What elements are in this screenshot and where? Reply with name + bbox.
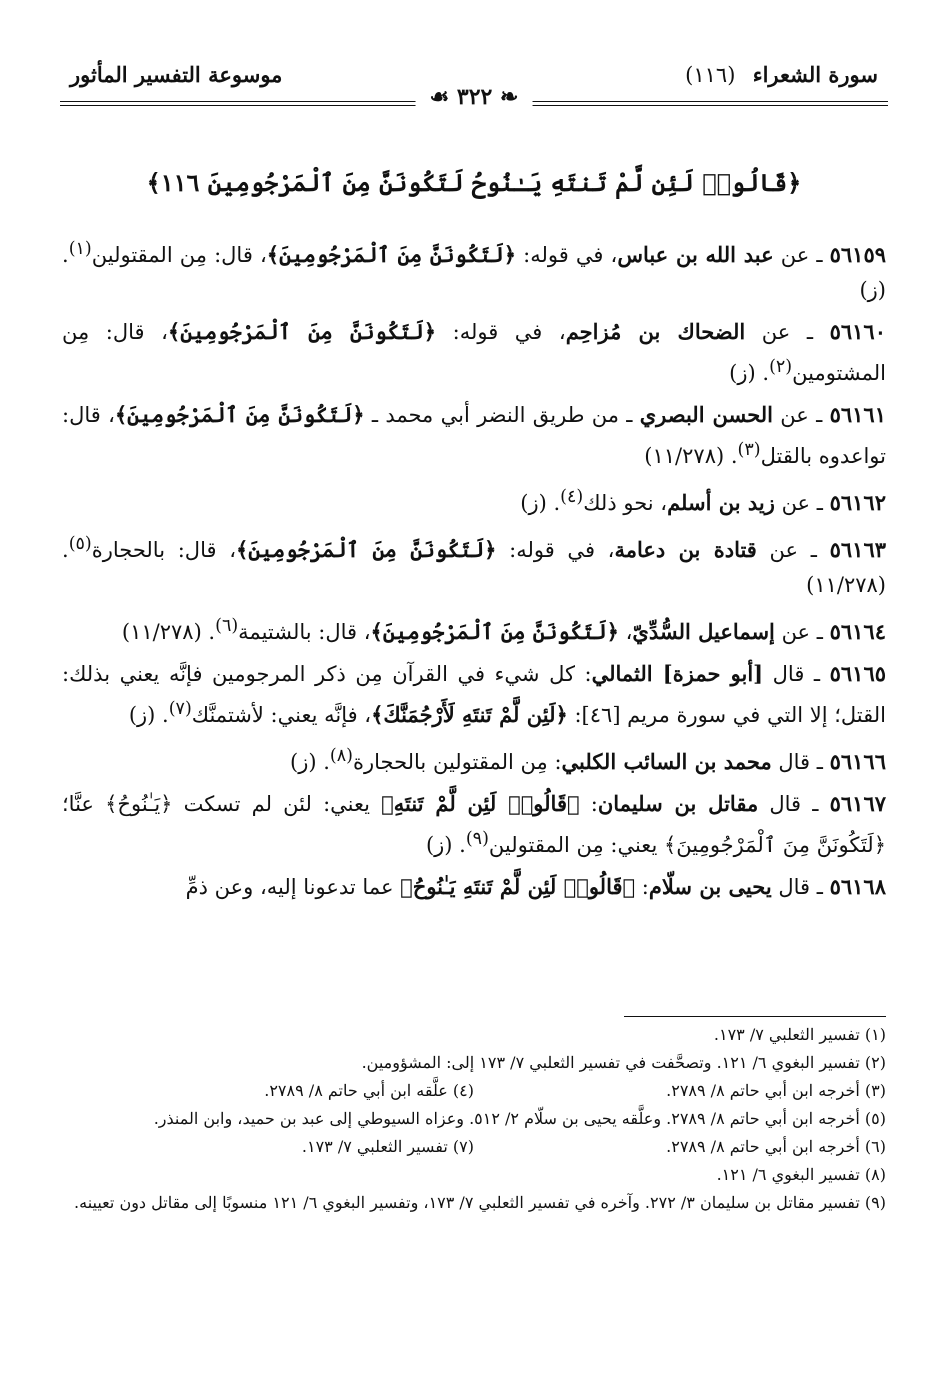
entry-56162: [62, 480, 886, 521]
footnote-ref: (١): [68, 239, 92, 259]
entry-56160: [62, 314, 886, 391]
footnote-2: (٢) تفسير البغوي ٦/ ١٢١. وتصحَّفت في تفسير الثعلبي ٧/ ١٧٣ إلى: المشؤومين.: [361, 1053, 886, 1072]
entry-narrator: محمد بن السائب الكلبي: [561, 749, 772, 774]
entry-prefix: ـ قال: [758, 792, 830, 816]
entry-56159: [62, 232, 886, 308]
entry-quran-quote: ﴿لَتَكُونَنَّ مِنَ ٱلْمَرْجُومِينَ﴾: [370, 619, 619, 644]
entry-narrator: [أبو حمزة] الثمالي: [591, 661, 764, 686]
entry-number: ٥٦١٦٣: [829, 537, 887, 562]
entry-text: : كل شيء في القرآن مِن ذكر المرجومين فإنَّه يعني بذلك: القتل؛ إلا التي في سورة مريم [٤٦]:: [62, 662, 886, 727]
footnote-ref: (٩): [465, 829, 489, 849]
entry-56161: [62, 397, 886, 474]
entry-number: ٥٦١٦٥: [829, 661, 887, 686]
footnote-ref: (٧): [168, 699, 192, 719]
entry-quran-quote: ﴿لَتَكُونَنَّ مِنَ ٱلْمَرْجُومِينَ﴾: [167, 319, 437, 344]
entry-56166: [62, 739, 886, 780]
entry-rest: ، قال: مِن المقتولين: [91, 243, 267, 267]
entry-rest: عما تدعونا إليه، وعن ذمِّ: [185, 875, 401, 899]
entry-rest: ، فإنَّه يعني: لأشتمنَّك: [191, 703, 372, 727]
entry-narrator: الحسن البصري: [639, 402, 773, 427]
header-book-title: موسوعة التفسير المأثور: [70, 62, 283, 87]
footnote-ref: (٣): [737, 440, 761, 460]
entry-quran-quote: ﴿لَتَكُونَنَّ مِنَ ٱلْمَرْجُومِينَ﴾: [114, 402, 365, 427]
entry-prefix: ـ قال: [763, 662, 830, 686]
entry-56165: [62, 656, 886, 733]
header-surah-name: سورة الشعراء: [752, 62, 878, 87]
header-ayah-number: (١١٦): [685, 63, 736, 87]
footnote-4: (٤) علَّقه ابن أبي حاتم ٨/ ٢٧٨٩.: [264, 1081, 474, 1100]
entry-text: ـ من طريق النضر أبي محمد ـ: [364, 403, 640, 427]
entry-number: ٥٦١٦٦: [829, 749, 886, 774]
entry-rest: ، قال: بالشتيمة: [238, 620, 371, 644]
footnote-3: (٣) أخرجه ابن أبي حاتم ٨/ ٢٧٨٩.: [666, 1081, 886, 1100]
entry-text: : مِن المقتولين بالحجارة: [352, 750, 562, 774]
entry-tail: . (ز): [128, 703, 169, 727]
header-surah: [685, 62, 878, 87]
entry-quran-quote: ﴿لَتَكُونَنَّ مِنَ ٱلْمَرْجُومِينَ﴾: [235, 537, 497, 562]
entry-56167: [62, 786, 886, 863]
entry-narrator: الضحاك بن مُزاحِم: [565, 319, 746, 344]
entry-tail: . (١١/٢٧٨): [644, 444, 738, 468]
entry-number: ٥٦١٦٤: [829, 619, 886, 644]
entry-quran-quote: ﴿قَالُوا۟ لَئِن لَّمْ تَنتَهِ يَـٰنُوحُ﴾: [400, 874, 636, 899]
entry-tail: . (ز): [62, 243, 886, 302]
footnote-7: (٧) تفسير الثعلبي ٧/ ١٧٣.: [301, 1137, 474, 1156]
entry-prefix: ـ عن: [774, 620, 830, 644]
entry-56163: [62, 527, 886, 603]
entry-number: ٥٦١٦١: [829, 402, 886, 427]
page-number-ornament-left: ☙: [429, 84, 457, 110]
entry-prefix: ـ عن: [774, 491, 830, 515]
entry-number: ٥٦١٦٧: [829, 791, 887, 816]
page-number-ornament-right: ❧: [492, 84, 519, 110]
footnote-row-3-4: [62, 1078, 886, 1103]
entry-narrator: زيد بن أسلم: [667, 490, 775, 515]
entry-prefix: ـ قال: [771, 750, 830, 774]
footnote-5: (٥) أخرجه ابن أبي حاتم ٨/ ٢٧٨٩. وعلَّقه يحيى بن سلّام ٢/ ٥١٢. وعزاه السيوطي إلى عبد بن حميد، وابن المنذر.: [153, 1109, 886, 1128]
footnote-ref: (٨): [329, 746, 353, 766]
entry-text: ، في قوله:: [496, 538, 615, 562]
entry-rest: ، قال: بالحجارة: [91, 538, 236, 562]
entry-tail: . (١١/٢٧٨): [121, 620, 216, 644]
entry-text: ، في قوله:: [436, 320, 566, 344]
page-number: [416, 84, 533, 110]
footnote-row-6-7: [62, 1134, 886, 1159]
entry-prefix: ـ عن: [773, 403, 830, 427]
footnote-9: (٩) تفسير مقاتل بن سليمان ٣/ ٢٧٢. وآخره في تفسير الثعلبي ٧/ ١٧٣، وتفسير البغوي ٦/ ١٢١ منسوبًا إلى مقاتل دون تعيينه.: [74, 1193, 886, 1212]
entry-narrator: مقاتل بن سليمان: [597, 791, 759, 816]
page-number-value: ٣٢٢: [456, 84, 493, 110]
entry-narrator: قتادة بن دعامة: [614, 537, 757, 562]
footnote-ref: (٢): [769, 357, 793, 377]
entry-number: ٥٦١٦٠: [829, 319, 886, 344]
entry-tail: . (ز): [425, 833, 466, 857]
entry-tail: . (ز): [290, 750, 330, 774]
entry-56164: [62, 609, 886, 650]
entry-rest: يعني: لئن لم تسكت ﴿يَـٰنُوحُ﴾ عنَّا؛ ﴿لَتَكُونَنَّ مِنَ ٱلْمَرْجُومِينَ﴾ يعني: مِن المقتولين: [62, 792, 886, 857]
entry-narrator: عبد الله بن عباس: [617, 242, 774, 267]
entry-prefix: ـ قال: [771, 875, 830, 899]
entry-56168: [62, 869, 886, 905]
entry-quran-quote: ﴿لَتَكُونَنَّ مِنَ ٱلْمَرْجُومِينَ﴾: [266, 242, 517, 267]
footnote-ref: (٥): [68, 534, 92, 554]
entry-rest: ، قال: تواعدوه بالقتل: [62, 403, 886, 468]
footnote-8: (٨) تفسير البغوي ٦/ ١٢١.: [716, 1165, 886, 1184]
entry-quran-quote: ﴿قَالُوا۟ لَئِن لَّمْ تَنتَهِ﴾: [381, 791, 580, 816]
entry-quran-quote: ﴿لَئِن لَّمْ تَنتَهِ لَأَرْجُمَنَّكَ﴾: [371, 702, 568, 727]
entry-number: ٥٦١٦٢: [829, 490, 886, 515]
entry-tail: . (ز): [729, 361, 770, 385]
footnotes: [62, 1022, 886, 1218]
entry-text: :: [579, 792, 598, 816]
entry-narrator: يحيى بن سلّام: [648, 874, 772, 899]
footnote-ref: (٦): [215, 616, 239, 636]
entry-text: ،: [618, 620, 633, 644]
footnote-6: (٦) أخرجه ابن أبي حاتم ٨/ ٢٧٨٩.: [666, 1137, 886, 1156]
entry-prefix: ـ عن: [756, 538, 830, 562]
entry-narrator: إسماعيل السُّدِّيّ: [632, 619, 775, 644]
footnote-ref: (٤): [560, 487, 584, 507]
entry-rest: ، قال: مِن المشتومين: [62, 320, 886, 385]
running-header: [60, 62, 888, 120]
footnote-separator: [624, 1016, 886, 1017]
entry-tail: . (ز): [520, 491, 561, 515]
entry-number: ٥٦١٦٨: [829, 874, 886, 899]
entry-prefix: ـ عن: [773, 243, 830, 267]
entry-tail: . (١١/٢٧٨): [62, 538, 886, 597]
entry-number: ٥٦١٥٩: [829, 242, 887, 267]
entry-text: ، في قوله:: [516, 243, 618, 267]
footnote-1: (١) تفسير الثعلبي ٧/ ١٧٣.: [713, 1025, 886, 1044]
commentary-body: [62, 232, 886, 911]
verse-heading: ﴿قَالُوا۟ لَئِن لَّمْ تَنتَهِ يَـٰنُوحُ لَتَكُونَنَّ مِنَ ٱلْمَرْجُومِينَ ١١٦﴾: [146, 168, 802, 197]
entry-prefix: ـ عن: [745, 320, 830, 344]
entry-text: :: [635, 875, 649, 899]
entry-text: ، نحو ذلك: [583, 491, 668, 515]
